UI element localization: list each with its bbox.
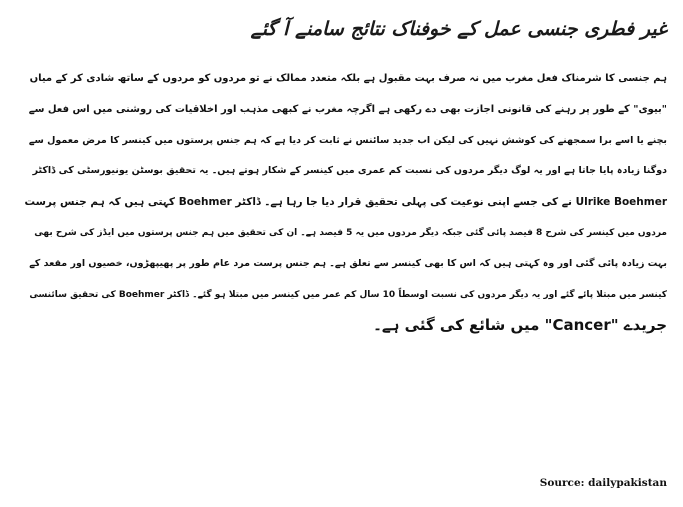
article-body-line: بچنے یا اسے برا سمجھنے کی کوشش نہیں کی لیکن اب جدید سائنس نے ثابت کر دیا ہے کہ ہم جنس پرستوں میں کینسر کا مرض معمول سے [28, 134, 667, 146]
article-body-line: کینسر میں مبتلا پائے گئے اور یہ دیگر مردوں کی نسبت اوسطاً 10 سال کم عمر میں کینسر میں مبتلا ہو گئے۔ ڈاکٹر Boehmer کی تحقیق سائنسی [29, 289, 667, 300]
article-body-line: ہم جنسی کا شرمناک فعل مغرب میں نہ صرف بہت مقبول ہے بلکہ متعدد ممالک نے تو مردوں کو مردوں کے ساتھ شادی کر کے میاں [29, 73, 667, 84]
article-body-line: مردوں میں کینسر کی شرح 8 فیصد پائی گئی جبکہ دیگر مردوں میں یہ 5 فیصد ہے۔ ان کی تحقیق میں ہم جنس پرستوں میں ایڈز کی شرح بھی [34, 227, 667, 238]
article-body-line: Ulrike Boehmer نے کی جسے اپنی نوعیت کی پہلی تحقیق قرار دیا جا رہا ہے۔ ڈاکٹر Boehmer کہتی ہیں کہ ہم جنس پرست [24, 196, 667, 209]
article-body-line: جریدے "Cancer" میں شائع کی گئی ہے۔ [373, 316, 667, 335]
article-body-line: "بیوی" کے طور پر رہنے کی قانونی اجازت بھی دے رکھی ہے اگرچہ مغرب نے کبھی مذہب اور اخلاقیات کی روشنی میں اس فعل سے [28, 103, 667, 115]
article-body-line: بہت زیادہ پائی گئی اور وہ کہتی ہیں کہ اس کا بھی کینسر سے تعلق ہے۔ ہم جنس پرست مرد عام طور پر پھیپھڑوں، خصیوں اور مقعد کے [29, 257, 667, 269]
article-body-line: دوگنا زیادہ پایا جاتا ہے اور یہ لوگ دیگر مردوں کی نسبت کم عمری میں کینسر کے شکار ہوتے ہیں۔ یہ تحقیق بوسٹن یونیورسٹی کی ڈاکٹر [32, 165, 667, 177]
source-credit: Source: dailypakistan [539, 477, 667, 489]
article-headline: غیر فطری جنسی عمل کے خوفناک نتائج سامنے آ گئے [250, 18, 667, 40]
article-body [14, 64, 669, 341]
